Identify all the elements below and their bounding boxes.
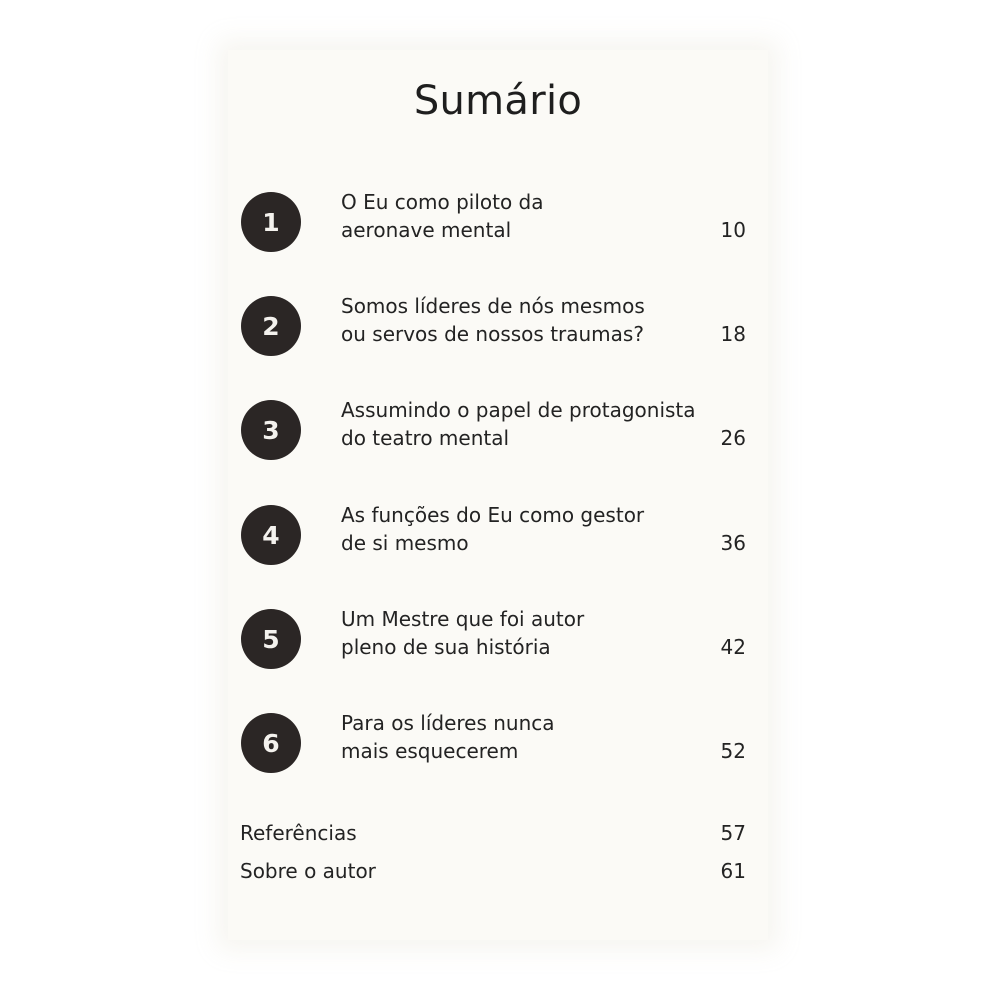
chapter-title xyxy=(341,188,701,244)
toc-entry-references[interactable] xyxy=(240,818,746,848)
toc-chapter-6[interactable] xyxy=(228,709,768,779)
chapter-title-line: Somos líderes de nós mesmos xyxy=(341,294,645,318)
chapter-title xyxy=(341,501,701,557)
chapter-page-number: 18 xyxy=(720,322,746,346)
chapter-page-number: 42 xyxy=(720,635,746,659)
chapter-number-badge: 5 xyxy=(241,609,301,669)
chapter-page-number: 26 xyxy=(720,426,746,450)
toc-entry-page-number: 61 xyxy=(720,859,746,883)
toc-entry-page-number: 57 xyxy=(720,821,746,845)
chapter-title-line: O Eu como piloto da xyxy=(341,190,544,214)
chapter-title-line: Um Mestre que foi autor xyxy=(341,607,585,631)
chapter-title-line: mais esquecerem xyxy=(341,739,519,763)
chapter-number-badge: 1 xyxy=(241,192,301,252)
chapter-number-badge: 2 xyxy=(241,296,301,356)
chapter-number-badge: 6 xyxy=(241,713,301,773)
toc-entry-about-author[interactable] xyxy=(240,856,746,886)
chapter-title-line: As funções do Eu como gestor xyxy=(341,503,645,527)
chapter-page-number: 36 xyxy=(720,531,746,555)
chapter-title xyxy=(341,605,701,661)
toc-chapter-4[interactable] xyxy=(228,501,768,571)
toc-chapter-5[interactable] xyxy=(228,605,768,675)
chapter-title xyxy=(341,709,701,765)
chapter-title-line: Assumindo o papel de protagonista xyxy=(341,398,696,422)
chapter-title xyxy=(341,396,701,452)
toc-page xyxy=(228,50,768,940)
chapter-title-line: do teatro mental xyxy=(341,426,510,450)
chapter-title-line: aeronave mental xyxy=(341,218,512,242)
chapter-title-line: Para os líderes nunca xyxy=(341,711,555,735)
toc-entry-label: Sobre o autor xyxy=(240,859,376,883)
chapter-title-line: de si mesmo xyxy=(341,531,469,555)
page-title: Sumário xyxy=(413,78,583,124)
chapter-title xyxy=(341,292,701,348)
chapter-number-badge: 3 xyxy=(241,400,301,460)
chapter-number-badge: 4 xyxy=(241,505,301,565)
toc-chapter-1[interactable] xyxy=(228,188,768,258)
toc-chapter-3[interactable] xyxy=(228,396,768,466)
toc-chapter-2[interactable] xyxy=(228,292,768,362)
chapter-title-line: ou servos de nossos traumas? xyxy=(341,322,644,346)
chapter-title-line: pleno de sua história xyxy=(341,635,551,659)
toc-entry-label: Referências xyxy=(240,821,357,845)
chapter-page-number: 10 xyxy=(720,218,746,242)
chapter-page-number: 52 xyxy=(720,739,746,763)
